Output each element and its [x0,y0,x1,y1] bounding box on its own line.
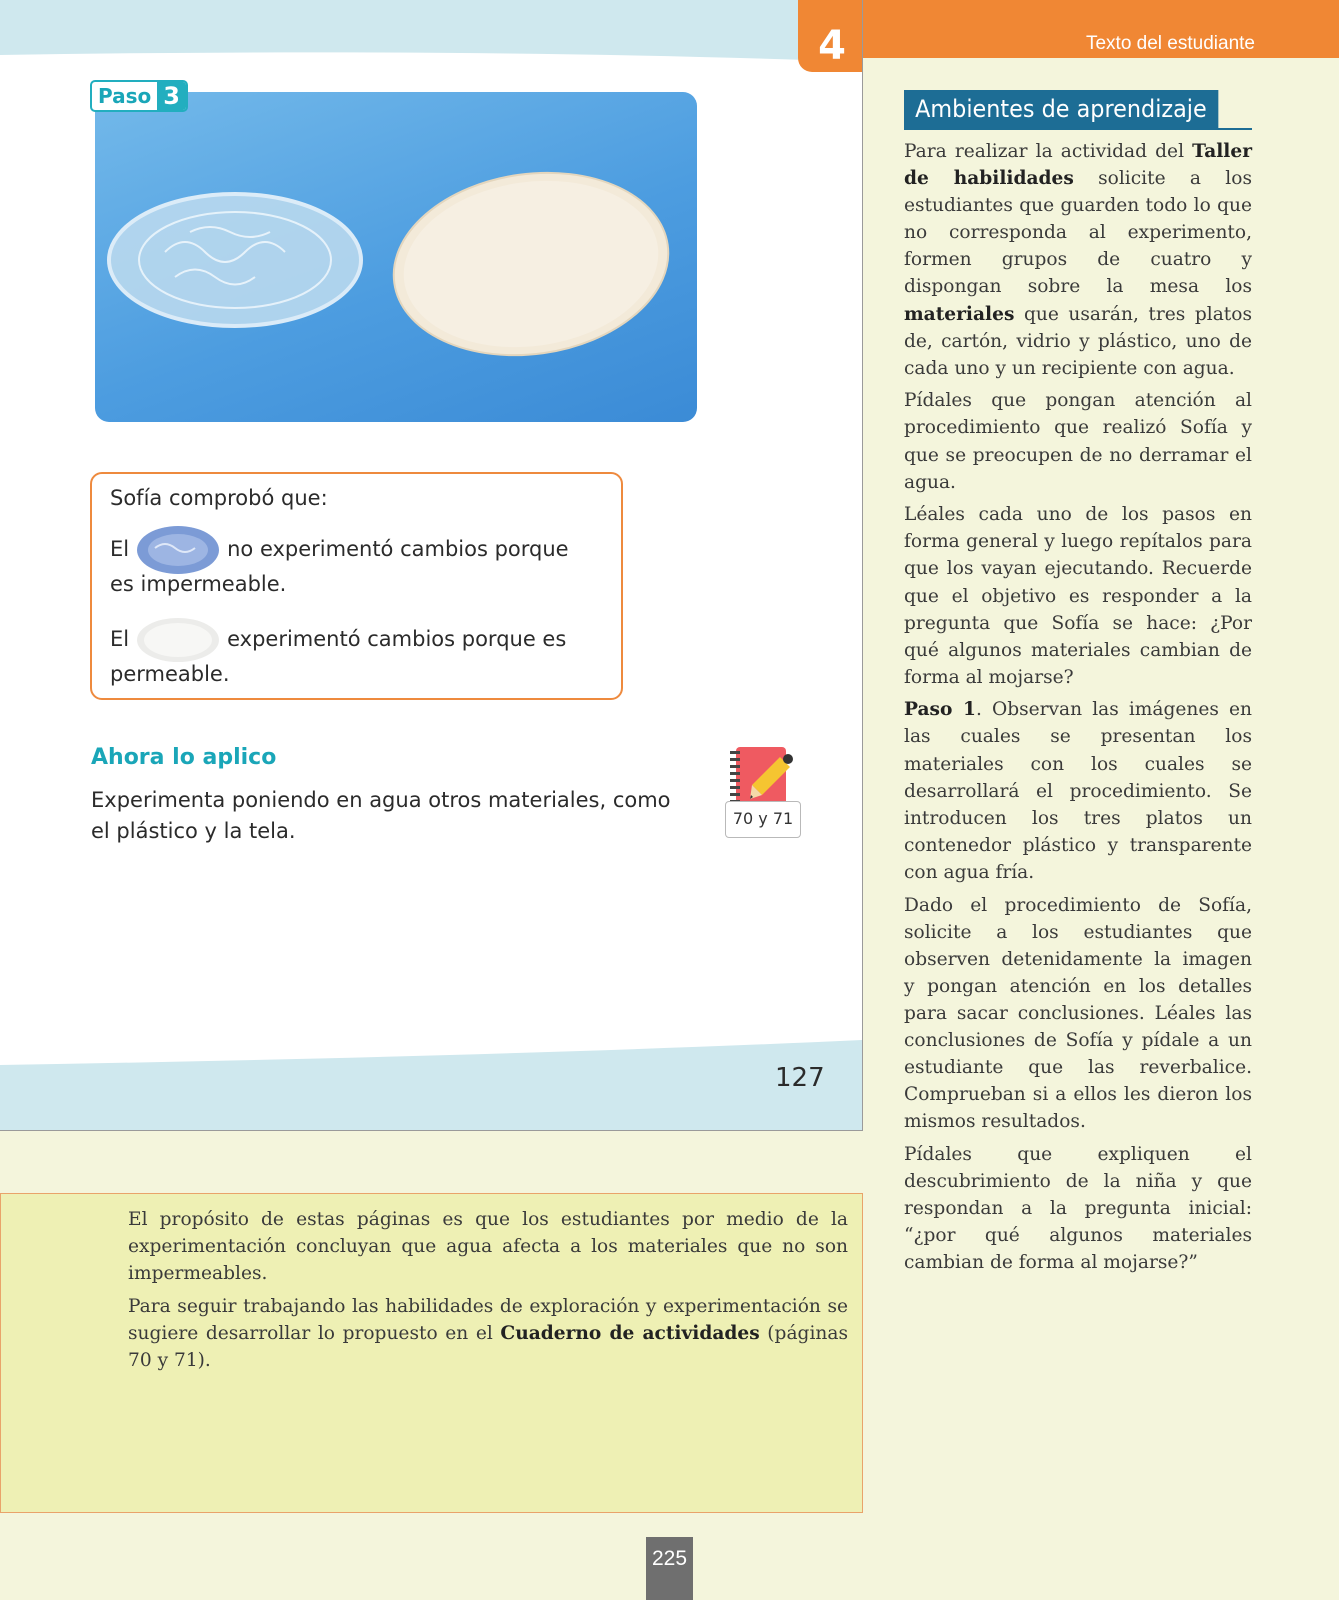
guide-paragraph-4: Paso 1. Observan las imágenes en las cuales se presentan los materiales con los cuales se desarrollará el procedimiento. Se introducen los tres platos un contenedor plástico y transparente con agua fría. [904,699,1253,883]
guide-paragraph-2: Pídales que pongan atención al procedimiento que realizó Sofía y que se preocupen de no derramar el agua. [904,390,1252,493]
guide-paragraph-1: Para realizar la actividad del Taller de habilidades solicite a los estudiantes que guarden todo lo que no corresponda al experimento, formen grupos de cuatro y dispongan sobre la mesa los materiales que usarán, tres platos de, cartón, vidrio y plástico, uno de cada uno y un recipiente con agua. [904,141,1252,379]
paso-word: Paso [98,84,152,108]
conclusion-box [90,472,623,700]
ahora-lo-aplico-title: Ahora lo aplico [91,745,277,770]
guide-paragraph-6: Pídales que expliquen el descubrimiento de la niña y que respondan a la pregunta inicial: “¿por qué algunos materiales cambian de forma al mojarse?” [904,1143,1252,1274]
pencil-icon [744,753,796,805]
section-title [904,90,1252,130]
guide-paragraph-5: Dado el procedimiento de Sofía, solicite a los estudiantes que observen detenidamente la imagen y pongan atención en los detalles para sacar conclusiones. Léales las conclusiones de Sofía y pídale a un estudiante que las reverbalice. Comprueban si a ellos les dieron los mismos resultados. [904,894,1252,1133]
top-wave-decoration [0,0,863,80]
guide-paragraph-3: Léales cada uno de los pasos en forma general y luego repítalos para que los vayan ejecutando. Recuerde que el objetivo es responder a la pregunta que Sofía se hace: ¿Por qué algunos materiales cambian de forma al mojarse? [904,504,1252,688]
conclusion-intro: Sofía comprobó que: [110,486,328,510]
header-bar [863,0,1339,58]
student-page [0,0,863,1131]
ahora-lo-aplico-text: Experimenta poniendo en agua otros materiales, como el plástico y la tela. [91,788,671,843]
purpose-paragraph-2: Para seguir trabajando las habilidades de exploración y experimentación se sugiere desarrollar lo propuesto en el Cuaderno de actividades (páginas 70 y 71). [128,1295,848,1371]
purpose-paragraph-1: El propósito de estas páginas es que los estudiantes por medio de la experimentación concluyan que agua afecta a los materiales que no son impermeables. [128,1209,848,1285]
conclusion-line-2: es impermeable. [110,572,287,596]
conclusion-line-1 [110,524,569,576]
conclusion-line-3-end: experimentó cambios porque es [227,627,567,651]
unit-number-tab: 4 [798,0,863,72]
paso-number: 3 [157,82,186,110]
plates-illustration [95,92,697,422]
header-label: Texto del estudiante [1085,33,1255,54]
glass-plate-icon [135,524,221,576]
conclusion-line-3 [110,614,566,666]
notebook-spiral [730,751,740,803]
activity-notebook [724,745,802,840]
bottom-wave-decoration [0,1030,863,1130]
guide-page-number: 225 [646,1537,693,1600]
guide-text [904,138,1252,1282]
conclusion-line-3-start: El [110,627,130,651]
paso-badge [90,80,188,112]
purpose-box [0,1193,863,1513]
plates-photo [95,92,697,422]
conclusion-line-1-start: El [110,537,130,561]
cardboard-plate-icon [135,614,221,666]
conclusion-line-1-end: no experimentó cambios porque [227,537,569,561]
notebook-pages-label: 70 y 71 [725,801,801,838]
student-page-number: 127 [775,1063,825,1093]
conclusion-line-4: permeable. [110,662,230,686]
section-title-text: Ambientes de aprendizaje [904,90,1218,128]
